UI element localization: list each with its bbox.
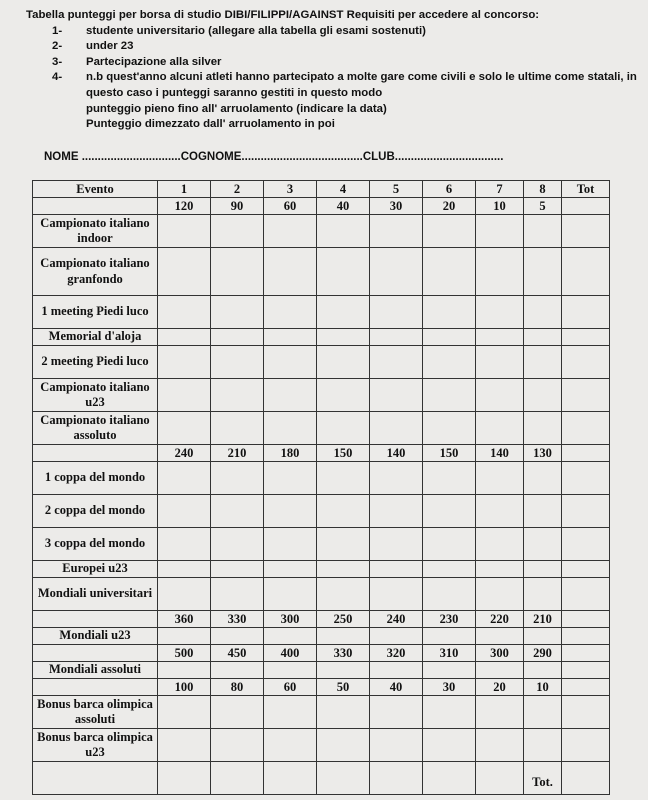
score-cell — [211, 578, 264, 611]
score-cell — [524, 296, 562, 329]
score-cell — [264, 628, 317, 645]
score-cell — [370, 729, 423, 762]
score-cell — [317, 412, 370, 445]
requirement-text: studente universitario (allegare alla tabella gli esami sostenuti) — [86, 24, 426, 37]
score-cell — [264, 495, 317, 528]
score-cell — [211, 729, 264, 762]
points-cell: 90 — [211, 198, 264, 215]
score-cell — [264, 248, 317, 296]
score-cell — [158, 762, 211, 795]
score-cell — [370, 662, 423, 679]
points-cell: 240 — [158, 445, 211, 462]
points-cell: 60 — [264, 679, 317, 696]
grand-total-cell — [562, 762, 610, 795]
requirement-text: under 23 — [86, 40, 134, 53]
score-cell — [211, 379, 264, 412]
points-cell: 300 — [476, 645, 524, 662]
score-cell — [264, 561, 317, 578]
score-cell — [524, 495, 562, 528]
event-row — [33, 462, 610, 495]
column-header-position: 5 — [370, 181, 423, 198]
score-cell — [264, 462, 317, 495]
score-cell — [211, 215, 264, 248]
score-cell — [317, 696, 370, 729]
empty-cell — [33, 645, 158, 662]
score-cell — [524, 462, 562, 495]
header-instructions — [26, 8, 642, 133]
score-cell — [264, 346, 317, 379]
score-cell — [524, 561, 562, 578]
score-cell — [423, 729, 476, 762]
event-row — [33, 662, 610, 679]
points-cell: 5 — [524, 198, 562, 215]
event-name: Campionato italiano assoluto — [33, 412, 158, 445]
score-cell — [476, 578, 524, 611]
column-header-position: 1 — [158, 181, 211, 198]
score-cell — [158, 462, 211, 495]
points-cell: 240 — [370, 611, 423, 628]
event-name: Europei u23 — [33, 561, 158, 578]
points-cell: 60 — [264, 198, 317, 215]
points-cell: 20 — [423, 198, 476, 215]
score-cell — [158, 729, 211, 762]
event-name: Memorial d'aloja — [33, 329, 158, 346]
points-cell: 250 — [317, 611, 370, 628]
score-cell — [317, 495, 370, 528]
score-cell — [317, 462, 370, 495]
score-cell — [476, 379, 524, 412]
score-cell — [524, 578, 562, 611]
points-cell: 400 — [264, 645, 317, 662]
score-cell — [562, 696, 610, 729]
score-cell — [211, 462, 264, 495]
score-cell — [423, 296, 476, 329]
event-name: Campionato italiano indoor — [33, 215, 158, 248]
score-cell — [211, 495, 264, 528]
score-cell — [370, 462, 423, 495]
score-cell — [423, 696, 476, 729]
score-cell — [211, 696, 264, 729]
empty-cell — [33, 445, 158, 462]
points-cell: 100 — [158, 679, 211, 696]
score-cell — [211, 412, 264, 445]
score-cell — [370, 495, 423, 528]
event-name: Campionato italiano granfondo — [33, 248, 158, 296]
score-cell — [562, 329, 610, 346]
points-cell: 290 — [524, 645, 562, 662]
score-cell — [370, 215, 423, 248]
score-cell — [370, 296, 423, 329]
score-cell — [370, 628, 423, 645]
points-cell: 230 — [423, 611, 476, 628]
event-name: Mondiali universitari — [33, 578, 158, 611]
points-cell: 210 — [211, 445, 264, 462]
score-cell — [317, 528, 370, 561]
score-cell — [317, 346, 370, 379]
event-row — [33, 528, 610, 561]
event-name: 2 meeting Piedi luco — [33, 346, 158, 379]
score-cell — [158, 346, 211, 379]
points-cell: 180 — [264, 445, 317, 462]
score-cell — [211, 762, 264, 795]
event-name: Mondiali assoluti — [33, 662, 158, 679]
column-header-total: Tot — [562, 181, 610, 198]
points-cell: 40 — [317, 198, 370, 215]
score-cell — [317, 248, 370, 296]
score-cell — [524, 729, 562, 762]
score-cell — [264, 412, 317, 445]
points-cell: 20 — [476, 679, 524, 696]
score-cell — [158, 578, 211, 611]
score-cell — [317, 215, 370, 248]
score-cell — [423, 628, 476, 645]
points-cell: 10 — [476, 198, 524, 215]
requirement-item — [26, 55, 642, 71]
score-cell — [264, 696, 317, 729]
score-cell — [423, 561, 476, 578]
points-row — [33, 611, 610, 628]
score-cell — [476, 412, 524, 445]
empty-cell — [562, 611, 610, 628]
event-name: 2 coppa del mondo — [33, 495, 158, 528]
score-cell — [562, 412, 610, 445]
score-cell — [158, 696, 211, 729]
points-cell: 310 — [423, 645, 476, 662]
empty-cell — [562, 445, 610, 462]
score-cell — [476, 248, 524, 296]
event-row — [33, 379, 610, 412]
score-cell — [562, 379, 610, 412]
requirement-item — [26, 39, 642, 55]
score-cell — [370, 329, 423, 346]
score-cell — [317, 296, 370, 329]
score-cell — [317, 729, 370, 762]
requirement-item — [26, 24, 642, 40]
score-cell — [524, 379, 562, 412]
event-row — [33, 729, 610, 762]
points-cell: 130 — [524, 445, 562, 462]
points-cell: 330 — [211, 611, 264, 628]
score-cell — [158, 628, 211, 645]
score-cell — [264, 528, 317, 561]
points-cell: 220 — [476, 611, 524, 628]
requirement-number: 2- — [52, 40, 63, 53]
score-cell — [158, 662, 211, 679]
score-cell — [264, 329, 317, 346]
score-cell — [264, 296, 317, 329]
empty-cell — [33, 679, 158, 696]
event-name: Bonus barca olimpica assoluti — [33, 696, 158, 729]
empty-cell — [562, 645, 610, 662]
points-cell: 500 — [158, 645, 211, 662]
score-cell — [423, 762, 476, 795]
score-cell — [264, 762, 317, 795]
score-cell — [423, 462, 476, 495]
points-cell: 80 — [211, 679, 264, 696]
event-name: 3 coppa del mondo — [33, 528, 158, 561]
points-cell: 30 — [423, 679, 476, 696]
points-cell: 10 — [524, 679, 562, 696]
score-cell — [476, 628, 524, 645]
table-header-row — [33, 181, 610, 198]
event-row — [33, 696, 610, 729]
event-row — [33, 296, 610, 329]
score-cell — [158, 296, 211, 329]
total-row — [33, 762, 610, 795]
points-cell: 320 — [370, 645, 423, 662]
event-row — [33, 412, 610, 445]
score-cell — [264, 215, 317, 248]
score-cell — [423, 215, 476, 248]
event-name: 1 meeting Piedi luco — [33, 296, 158, 329]
column-header-position: 7 — [476, 181, 524, 198]
score-cell — [33, 762, 158, 795]
score-cell — [423, 528, 476, 561]
event-name: Bonus barca olimpica u23 — [33, 729, 158, 762]
score-cell — [423, 248, 476, 296]
score-cell — [562, 729, 610, 762]
score-cell — [211, 329, 264, 346]
score-cell — [476, 495, 524, 528]
event-row — [33, 248, 610, 296]
score-cell — [158, 215, 211, 248]
score-cell — [476, 561, 524, 578]
score-cell — [476, 528, 524, 561]
score-cell — [370, 346, 423, 379]
points-cell: 150 — [317, 445, 370, 462]
score-cell — [562, 248, 610, 296]
score-cell — [370, 578, 423, 611]
score-cell — [370, 762, 423, 795]
score-cell — [524, 329, 562, 346]
score-cell — [476, 329, 524, 346]
score-cell — [423, 495, 476, 528]
score-cell — [476, 662, 524, 679]
score-cell — [524, 662, 562, 679]
score-cell — [423, 329, 476, 346]
score-cell — [317, 561, 370, 578]
note-line: Punteggio dimezzato dall' arruolamento in poi — [86, 118, 335, 131]
score-cell — [476, 296, 524, 329]
score-cell — [158, 329, 211, 346]
score-cell — [476, 762, 524, 795]
event-row — [33, 346, 610, 379]
score-cell — [264, 729, 317, 762]
score-cell — [370, 248, 423, 296]
score-cell — [524, 346, 562, 379]
score-cell — [562, 578, 610, 611]
score-cell — [524, 528, 562, 561]
points-row — [33, 679, 610, 696]
score-cell — [317, 628, 370, 645]
requirement-number: 1- — [52, 24, 63, 37]
points-row — [33, 445, 610, 462]
score-cell — [562, 495, 610, 528]
score-cell — [370, 412, 423, 445]
score-cell — [317, 379, 370, 412]
score-cell — [158, 412, 211, 445]
score-cell — [562, 346, 610, 379]
event-row — [33, 215, 610, 248]
score-cell — [211, 628, 264, 645]
requirement-item — [26, 70, 642, 101]
score-cell — [562, 561, 610, 578]
event-row — [33, 561, 610, 578]
points-row — [33, 645, 610, 662]
score-cell — [317, 762, 370, 795]
empty-cell — [33, 198, 158, 215]
points-row — [33, 198, 610, 215]
points-cell: 330 — [317, 645, 370, 662]
event-row — [33, 329, 610, 346]
score-cell — [264, 578, 317, 611]
score-cell — [317, 329, 370, 346]
score-cell — [423, 412, 476, 445]
column-header-position: 4 — [317, 181, 370, 198]
name-fields-line: NOME ...............................COGNOME......................................CLUB.................................. — [44, 151, 504, 163]
score-cell — [423, 578, 476, 611]
score-cell — [562, 296, 610, 329]
column-header-event: Evento — [33, 181, 158, 198]
score-cell — [423, 379, 476, 412]
score-cell — [370, 696, 423, 729]
points-cell: 30 — [370, 198, 423, 215]
score-cell — [562, 628, 610, 645]
score-cell — [264, 662, 317, 679]
score-cell — [562, 528, 610, 561]
score-cell — [370, 561, 423, 578]
points-cell: 210 — [524, 611, 562, 628]
column-header-position: 3 — [264, 181, 317, 198]
score-cell — [158, 561, 211, 578]
event-row — [33, 495, 610, 528]
requirement-number: 4- — [52, 71, 63, 84]
score-cell — [211, 528, 264, 561]
column-header-position: 8 — [524, 181, 562, 198]
score-cell — [211, 248, 264, 296]
score-cell — [370, 528, 423, 561]
score-cell — [317, 662, 370, 679]
score-cell — [476, 696, 524, 729]
score-cell — [476, 215, 524, 248]
event-name: Mondiali u23 — [33, 628, 158, 645]
points-cell: 120 — [158, 198, 211, 215]
score-cell — [476, 462, 524, 495]
score-cell — [524, 412, 562, 445]
score-table — [32, 180, 610, 795]
score-cell — [476, 729, 524, 762]
requirement-text: Partecipazione alla silver — [86, 55, 222, 68]
empty-cell — [562, 198, 610, 215]
event-name: Campionato italiano u23 — [33, 379, 158, 412]
score-cell — [211, 662, 264, 679]
total-label: Tot. — [524, 762, 562, 795]
score-cell — [524, 215, 562, 248]
score-cell — [158, 379, 211, 412]
note-line: punteggio pieno fino all' arruolamento (indicare la data) — [86, 102, 387, 115]
requirement-text: n.b quest'anno alcuni atleti hanno partecipato a molte gare come civili e solo le ultime come statali, in questo caso i punteggi saranno gestiti in questo modo — [86, 71, 637, 99]
points-cell: 150 — [423, 445, 476, 462]
score-cell — [524, 696, 562, 729]
score-cell — [317, 578, 370, 611]
points-cell: 140 — [476, 445, 524, 462]
score-cell — [158, 495, 211, 528]
column-header-position: 2 — [211, 181, 264, 198]
points-cell: 360 — [158, 611, 211, 628]
score-cell — [562, 662, 610, 679]
points-cell: 140 — [370, 445, 423, 462]
score-cell — [423, 346, 476, 379]
points-cell: 450 — [211, 645, 264, 662]
document-title: Tabella punteggi per borsa di studio DIBI/FILIPPI/AGAINST Requisiti per accedere al concorso: — [26, 9, 540, 21]
score-cell — [370, 379, 423, 412]
empty-cell — [33, 611, 158, 628]
score-cell — [524, 248, 562, 296]
score-cell — [264, 379, 317, 412]
event-row — [33, 578, 610, 611]
empty-cell — [562, 679, 610, 696]
score-cell — [211, 346, 264, 379]
score-cell — [211, 561, 264, 578]
score-cell — [562, 215, 610, 248]
column-header-position: 6 — [423, 181, 476, 198]
requirement-number: 3- — [52, 55, 63, 68]
score-cell — [562, 462, 610, 495]
event-row — [33, 628, 610, 645]
points-cell: 40 — [370, 679, 423, 696]
event-name: 1 coppa del mondo — [33, 462, 158, 495]
points-cell: 300 — [264, 611, 317, 628]
score-cell — [158, 528, 211, 561]
score-cell — [158, 248, 211, 296]
points-cell: 50 — [317, 679, 370, 696]
score-cell — [423, 662, 476, 679]
score-cell — [211, 296, 264, 329]
score-cell — [524, 628, 562, 645]
score-cell — [476, 346, 524, 379]
